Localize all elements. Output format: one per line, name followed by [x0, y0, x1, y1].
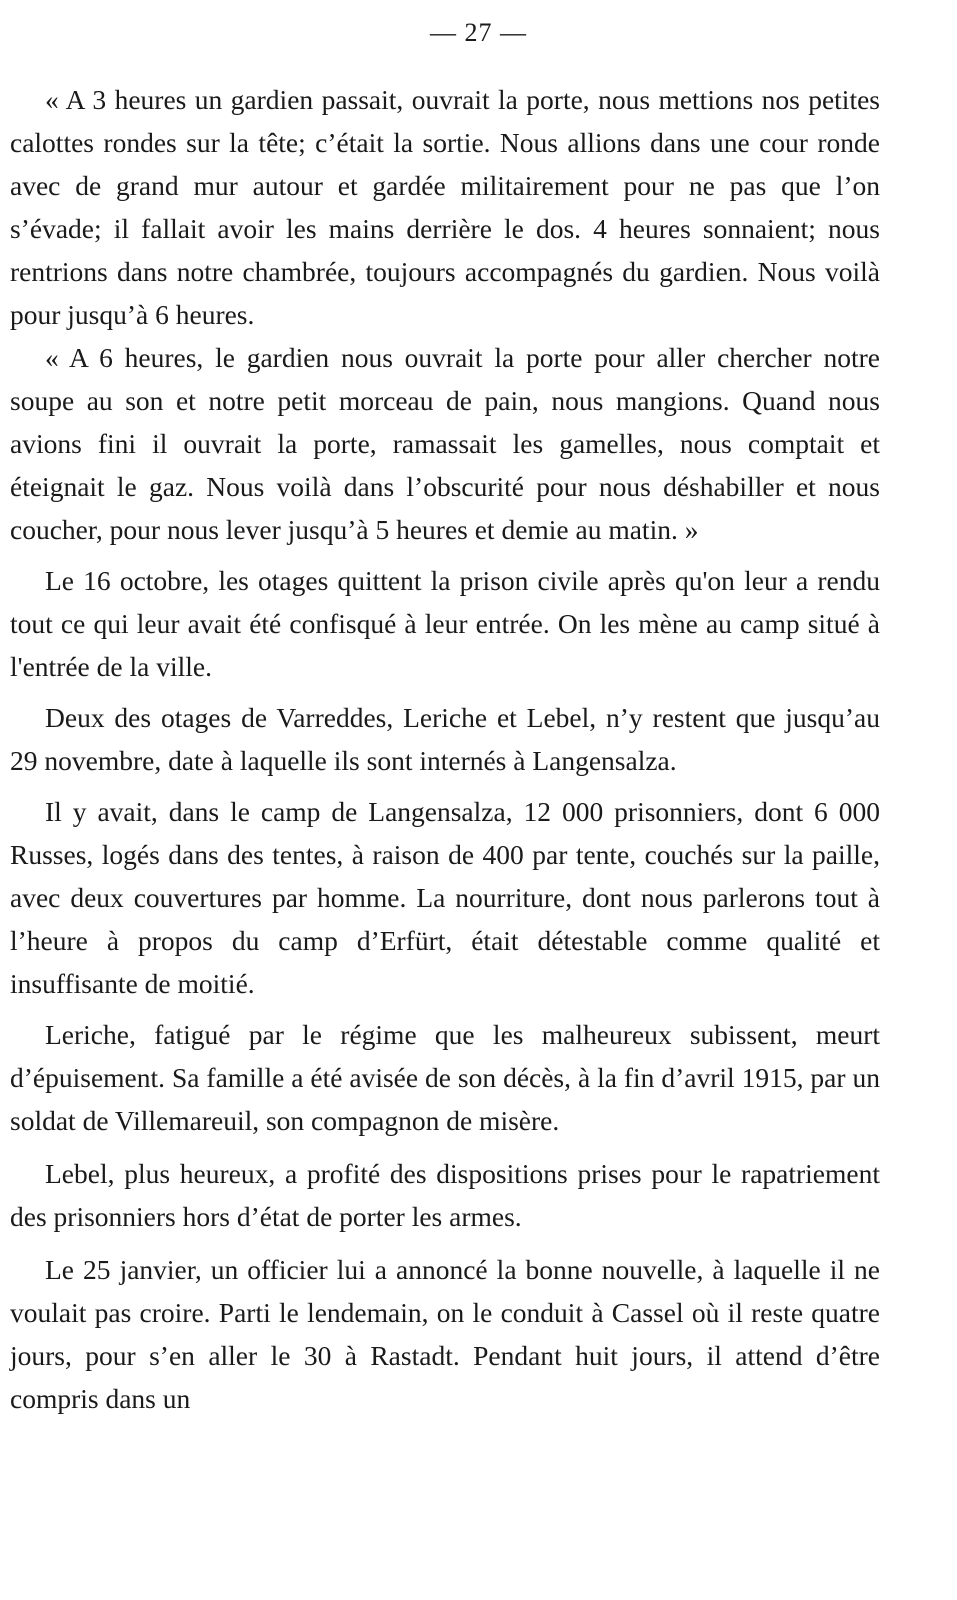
body-text — [10, 78, 880, 1420]
paragraph-varreddes-hostages: Deux des otages de Varreddes, Leriche et Lebel, n’y restent que jusqu’au 29 novembre, date à laquelle ils sont internés à Langensalza. — [10, 702, 880, 776]
paragraph-evening-soup: « A 6 heures, le gardien nous ouvrait la porte pour aller chercher notre soupe au son et notre petit morceau de pain, nous mangions. Quand nous avions fini il ouvrait la porte, ramassait les gamelles, nous comptait et éteignait le gaz. Nous voilà dans l’obscurité pour nous déshabiller et nous coucher, pour nous lever jusqu’à 5 heures et demie au matin. » — [10, 342, 880, 545]
paragraph-prison-exit: « A 3 heures un gardien passait, ouvrait la porte, nous mettions nos petites calottes rondes sur la tête; c’était la sortie. Nous allions dans une cour ronde avec de grand mur autour et gardée militairement pour ne pas que l’on s’évade; il fallait avoir les mains derrière le dos. 4 heures sonnaient; nous rentrions dans notre chambrée, toujours accompagnés du gardien. Nous voilà pour jusqu’à 6 heures. — [10, 84, 880, 330]
paragraph-october-16: Le 16 octobre, les otages quittent la prison civile après qu'on leur a rendu tout ce qui leur avait été confisqué à leur entrée. On les mène au camp situé à l'entrée de la ville. — [10, 565, 880, 682]
paragraph-leriche: Leriche, fatigué par le régime que les malheureux subissent, meurt d’épuisement. Sa famille a été avisée de son décès, à la fin d’avril 1915, par un soldat de Villemareuil, son compagnon de misère. — [10, 1019, 880, 1136]
paragraph-lebel: Lebel, plus heureux, a profité des dispositions prises pour le rapatriement des prisonniers hors d’état de porter les armes. — [10, 1158, 880, 1232]
page-number: — 27 — — [430, 18, 527, 47]
paragraph-january-25: Le 25 janvier, un officier lui a annoncé la bonne nouvelle, à laquelle il ne voulait pas croire. Parti le lendemain, on le conduit à Cassel où il reste quatre jours, pour s’en aller le 30 à Rastadt. Pendant huit jours, il attend d’être compris dans un — [10, 1254, 880, 1414]
paragraph-langensalza-camp: Il y avait, dans le camp de Langensalza, 12 000 prisonniers, dont 6 000 Russes, logés dans des tentes, à raison de 400 par tente, couchés sur la paille, avec deux couvertures par homme. La nourriture, dont nous parlerons tout à l’heure à propos du camp d’Erfürt, était détestable comme qualité et insuffisante de moitié. — [10, 796, 880, 999]
